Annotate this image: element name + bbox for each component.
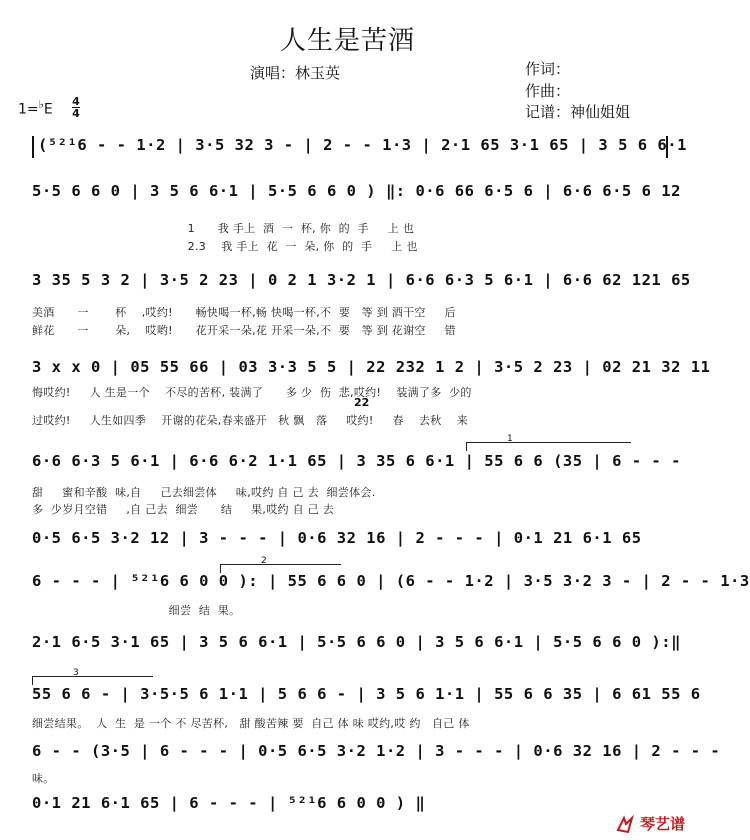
notation-row: 5·5 6 6 0 | 3 5 6 6·1 | 5·5 6 6 0 ) ‖: 0·6 66 6·5 6 | 6·6 6·5 6 12 (32, 182, 681, 200)
volta-bracket: 2 (220, 564, 341, 573)
lyric-line: 细尝 结 果。 (32, 604, 241, 617)
lyric-line: 细尝结果。 人 生 是 一个 不 尽苦杯, 甜 酸苦辣 要 自己 体 味 哎约,哎 约 自己 体 (32, 717, 470, 730)
key-signature: 1=♭E (18, 98, 53, 118)
lyric-line: 美酒 一 杯 ,哎约! 畅快喝一杯,畅 快喝一杯,不 要 等 到 酒干空 后 (32, 306, 456, 319)
notation-row: 3 35 5 3 2 | 3·5 2 23 | 0 2 1 3·2 1 | 6·6 6·3 5 6·1 | 6·6 62 121 65 (32, 271, 691, 289)
volta-label: 22 (354, 396, 370, 409)
notation-row: 3 x x 0 | 05 55 66 | 03 3·3 5 5 | 22 232 1 2 | 3·5 2 23 | 02 21 32 11 (32, 358, 711, 376)
transcriber: 记谱：神仙姐姐 (525, 103, 631, 121)
lyric-line: 过哎约! 人生如四季 开谢的花朵,春来盛开 秋 飘 落 哎约! 春 去秋 来 (32, 414, 469, 427)
notation-row: (⁵²¹6 - - 1·2 | 3·5 32 3 - | 2 - - 1·3 | 2·1 65 3·1 65 | 3 5 6 6·1 (32, 136, 668, 158)
notation-row: 0·5 6·5 3·2 12 | 3 - - - | 0·6 32 16 | 2 - - - | 0·1 21 6·1 65 (32, 529, 642, 547)
composer: 作曲： (525, 82, 571, 100)
notation-row: 6 - - (3·5 | 6 - - - | 0·5 6·5 3·2 1·2 | 3 - - - | 0·6 32 16 | 2 - - - (32, 742, 721, 760)
notation-row: 0·1 21 6·1 65 | 6 - - - | ⁵²¹6 6 0 0 ) ‖ (32, 794, 426, 812)
notation-row: 6·6 6·3 5 6·1 | 6·6 6·2 1·1 65 | 3 35 6 6·1 | 55 6 6 (35 | 6 - - - (32, 452, 681, 470)
volta-bracket: 3 (32, 676, 153, 685)
notation-row: 2·1 6·5 3·1 65 | 3 5 6 6·1 | 5·5 6 6 0 | 3 5 6 6·1 | 5·5 6 6 0 ):‖ (32, 633, 681, 651)
notation-row: 55 6 6 - | 3·5·5 6 1·1 | 5 6 6 - | 3 5 6 1·1 | 55 6 6 35 | 6 61 55 6 (32, 685, 701, 703)
music-note-icon (616, 815, 636, 834)
notation-row: 6 - - - | ⁵²¹6 6 0 0 ): | 55 6 6 0 | (6 - - 1·2 | 3·5 3·2 3 - | 2 - - 1·3 (32, 572, 750, 590)
performer: 演唱：林玉英 (250, 64, 341, 82)
lyric-line: 甜 蜜和辛酸 味,自 己去细尝体 味,哎约 自 己 去 细尝体会. (32, 486, 376, 499)
lyric-line: 2.3 我 手上 花 一 朵, 你 的 手 上 也 (32, 240, 418, 253)
time-signature: 4 4 (72, 95, 80, 120)
watermark-logo: 琴艺谱 (616, 813, 685, 834)
volta-bracket: 1 (466, 442, 631, 451)
lyric-line: 悔哎约! 人 生是一个 不尽的苦杯, 装满了 多 少 伤 悲,哎约! 装满了多 少的 (32, 386, 472, 399)
lyric-line: 1 我 手上 酒 一 杯, 你 的 手 上 也 (32, 222, 415, 235)
lyric-line: 多 少岁月空错 ,自 己去 细尝 结 果,哎约 自 己 去 (32, 503, 335, 516)
song-title: 人生是苦酒 (279, 26, 415, 56)
lyric-line: 鲜花 一 朵, 哎哟! 花开采一朵,花 开采一朵,不 要 等 到 花谢空 错 (32, 324, 456, 337)
lyricist: 作词： (525, 60, 571, 78)
lyric-line: 味。 (32, 772, 55, 785)
